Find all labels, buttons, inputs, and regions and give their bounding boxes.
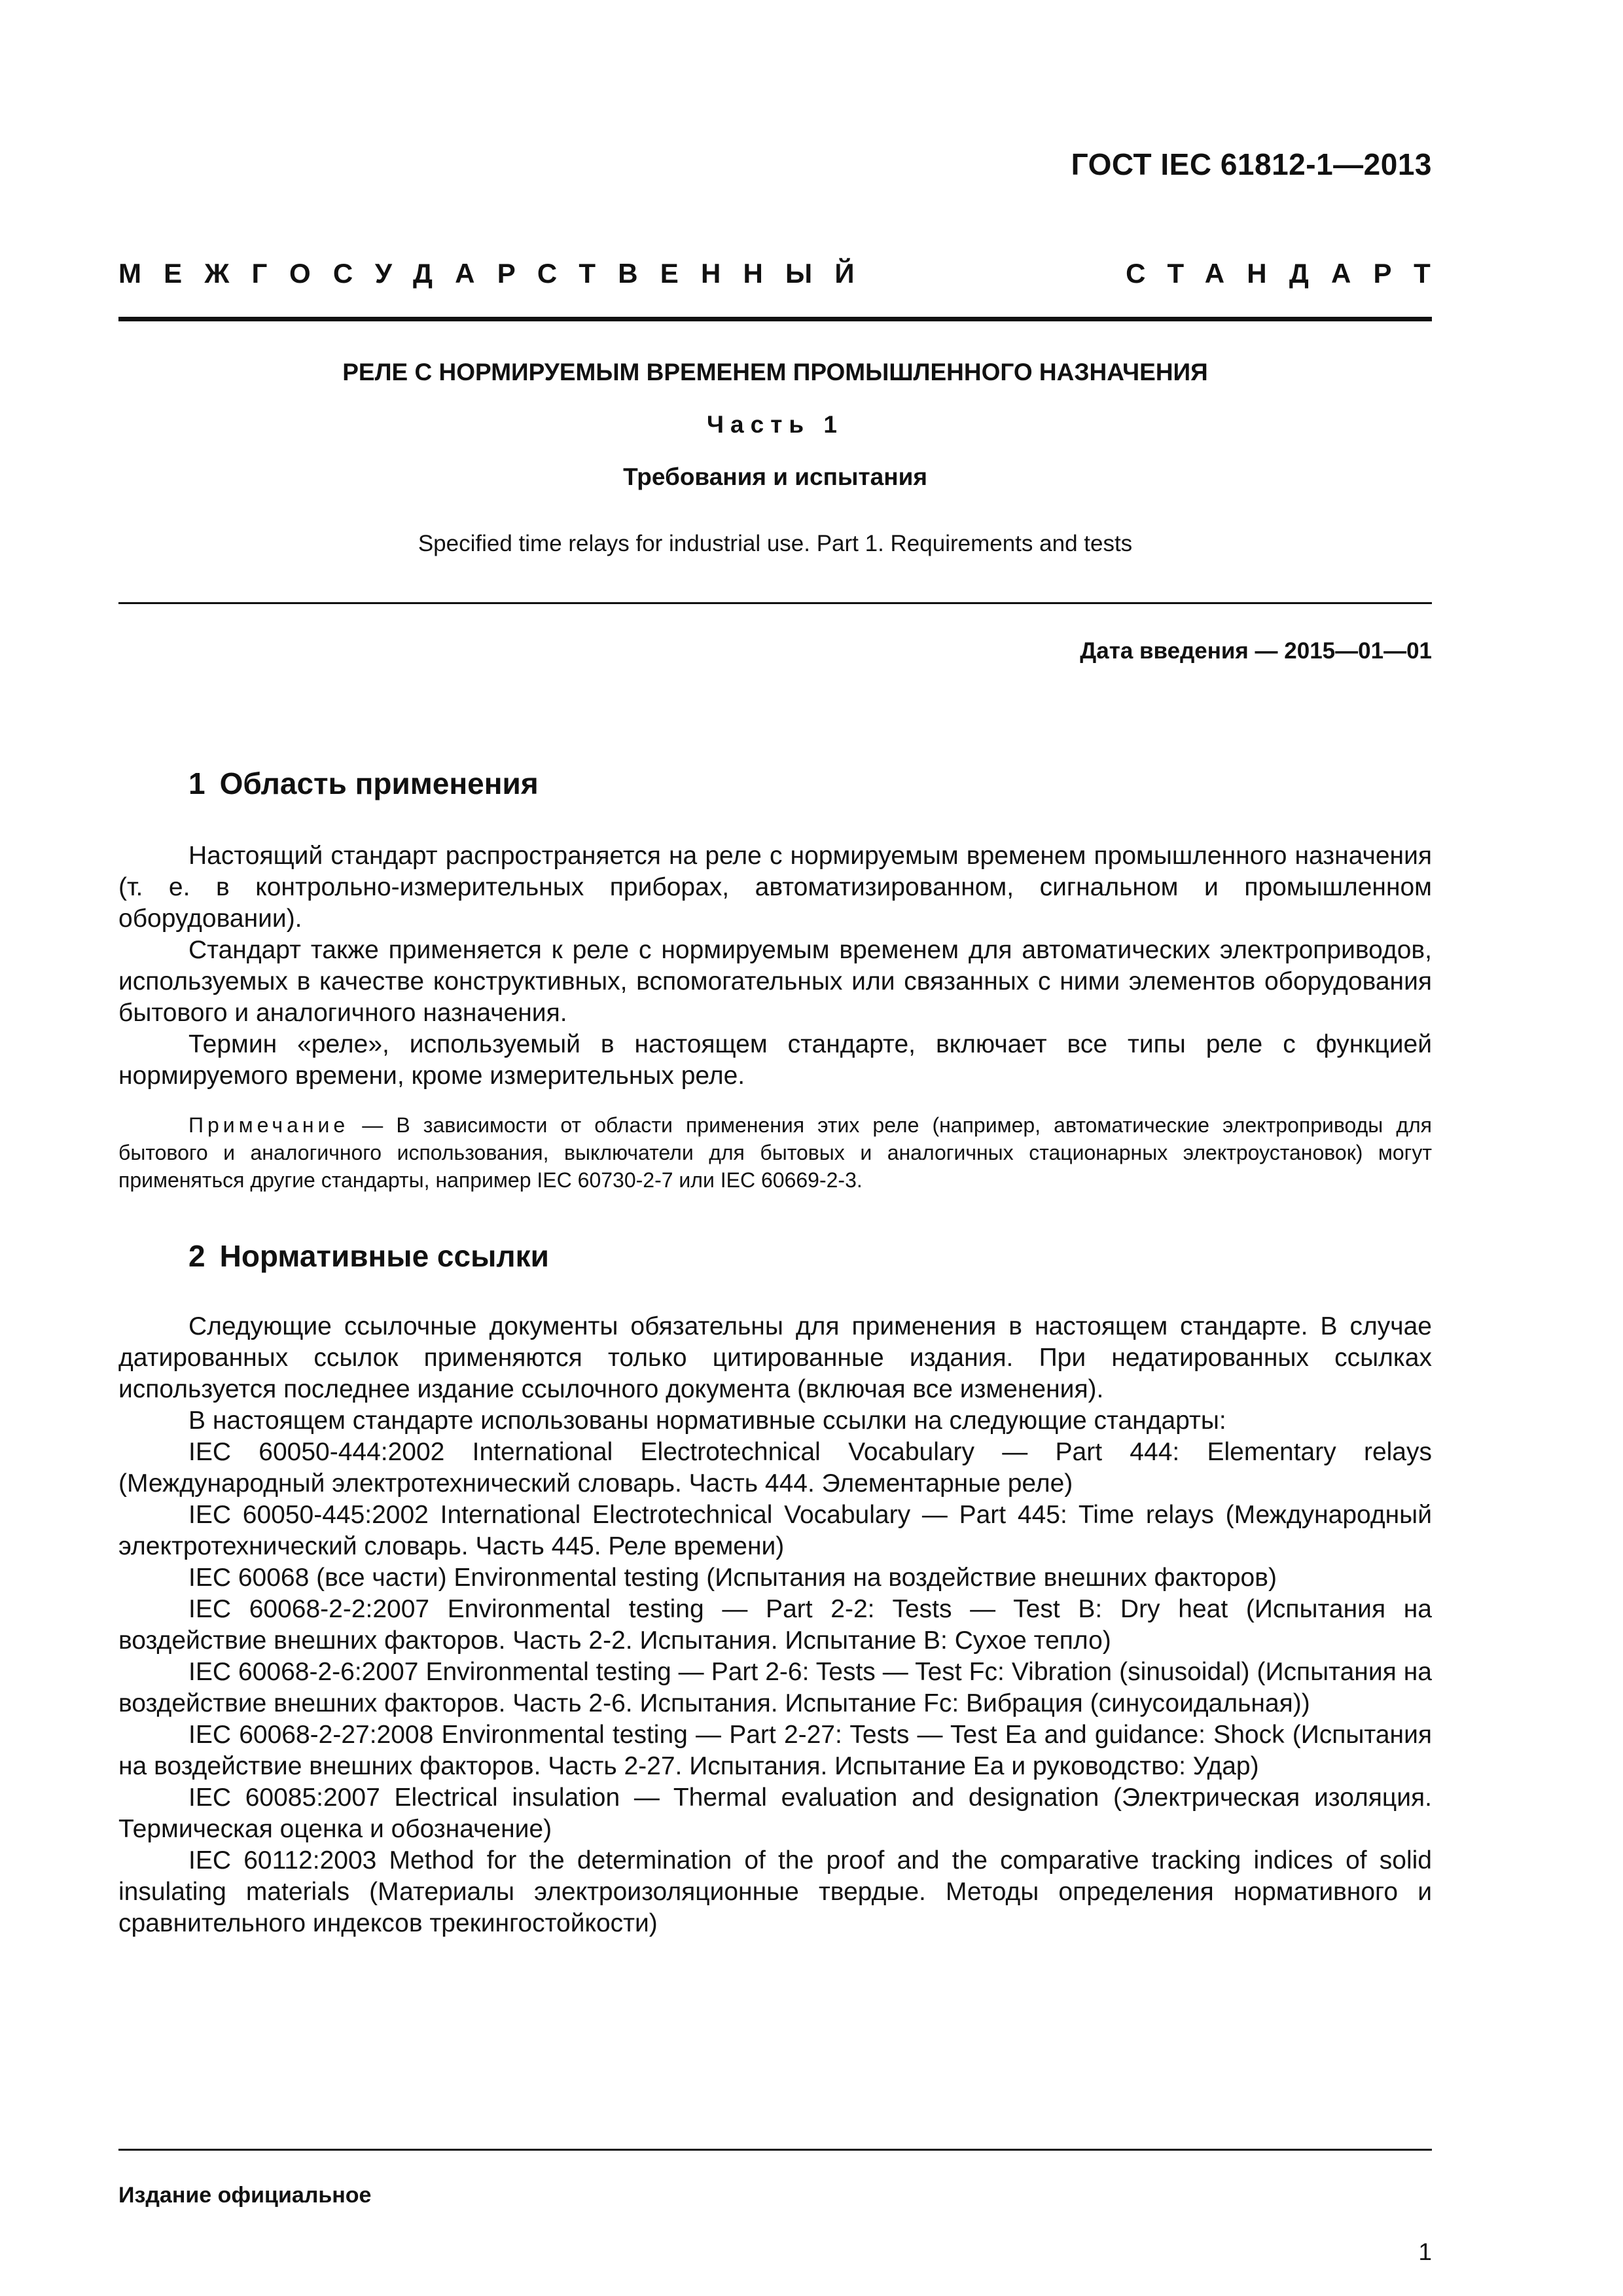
note-label: Примечание <box>188 1113 349 1137</box>
title-rule <box>118 602 1432 604</box>
section-title: Область применения <box>219 766 539 800</box>
section-2-body <box>118 1311 1432 1939</box>
paragraph: Следующие ссылочные документы обязательны для применения в настоящем стандарте. В случае датированных ссылок применяются только цитированные издания. При недатированных ссылках используется последнее издание ссылочного документа (включая все изменения). <box>118 1312 1432 1403</box>
standard-banner <box>118 258 1453 295</box>
banner-word-interstate: МЕЖГОСУДАРСТВЕННЫЙ <box>118 258 877 289</box>
reference-item: IEC 60068-2-6:2007 Environmental testing — Part 2-6: Tests — Test Fc: Vibration (sinusoidal) (Испытания на воздействие внешних факторов. Часть 2-6. Испытания. Испытание Fc: Вибрация (синусоидальная)) <box>118 1658 1432 1717</box>
document-subtitle: Требования и испытания <box>623 463 927 490</box>
footer-rule <box>118 2149 1432 2151</box>
part-label: Часть 1 <box>707 411 844 438</box>
paragraph: В настоящем стандарте использованы нормативные ссылки на следующие стандарты: <box>188 1407 1226 1435</box>
reference-item: IEC 60068-2-27:2008 Environmental testing — Part 2-27: Tests — Test Ea and guidance: Shock (Испытания на воздействие внешних факторов. Часть 2-27. Испытания. Испытание Ea и руководство: Удар) <box>118 1721 1432 1780</box>
reference-item: IEC 60068 (все части) Environmental testing (Испытания на воздействие внешних факторов) <box>188 1564 1277 1592</box>
reference-item: IEC 60112:2003 Method for the determination of the proof and the comparative tracking indices of solid insulating materials (Материалы электроизоляционные твердые. Методы определения нормативного и сравнительного индексов трекингостойкости) <box>118 1846 1432 1937</box>
reference-item: IEC 60085:2007 Electrical insulation — Thermal evaluation and designation (Электрическая изоляция. Термическая оценка и обозначение) <box>118 1784 1432 1843</box>
section-title: Нормативные ссылки <box>219 1239 549 1273</box>
document-code: ГОСТ IEC 61812-1—2013 <box>1071 147 1432 181</box>
note-text: — В зависимости от области применения этих реле (например, автоматические электроприводы для бытового и аналогичного использования, выключатели для бытовых и аналогичных стационарных электроустановок) могут применяться другие стандарты, например IEC 60730-2-7 или IEC 60669-2-3. <box>118 1113 1433 1192</box>
reference-item: IEC 60050-445:2002 International Electrotechnical Vocabulary — Part 445: Time relays (Международный электротехнический словарь. Часть 445. Реле времени) <box>118 1501 1432 1560</box>
section-1-body <box>118 840 1432 1092</box>
paragraph: Стандарт также применяется к реле с нормируемым временем для автоматических электроприводов, используемых в качестве конструктивных, вспомогательных или связанных с ними элементов оборудования бытового и аналогичного назначения. <box>118 936 1432 1027</box>
reference-item: IEC 60068-2-2:2007 Environmental testing — Part 2-2: Tests — Test B: Dry heat (Испытания на воздействие внешних факторов. Часть 2-2. Испытания. Испытание B: Сухое тепло) <box>118 1595 1432 1655</box>
document-title: РЕЛЕ С НОРМИРУЕМЫМ ВРЕМЕНЕМ ПРОМЫШЛЕННОГО НАЗНАЧЕНИЯ <box>342 359 1208 386</box>
page-number: 1 <box>1418 2238 1432 2265</box>
header-rule <box>118 317 1432 321</box>
english-title: Specified time relays for industrial use. Part 1. Requirements and tests <box>418 531 1133 556</box>
section-2-heading <box>188 1238 549 1274</box>
section-number: 1 <box>188 766 205 800</box>
section-1-heading <box>188 766 539 801</box>
paragraph: Настоящий стандарт распространяется на реле с нормируемым временем промышленного назначения (т. е. в контрольно-измерительных приборах, автоматизированном, сигнальном и промышленном оборудовании). <box>118 842 1432 933</box>
section-1-note <box>118 1111 1432 1194</box>
edition-label: Издание официальное <box>118 2183 372 2208</box>
section-number: 2 <box>188 1239 205 1273</box>
reference-item: IEC 60050-444:2002 International Electrotechnical Vocabulary — Part 444: Elementary relays (Международный электротехнический словарь. Часть 444. Элементарные реле) <box>118 1438 1432 1498</box>
banner-word-standard: СТАНДАРТ <box>1126 258 1453 289</box>
introduction-date: Дата введения — 2015—01—01 <box>1080 638 1432 664</box>
paragraph: Термин «реле», используемый в настоящем стандарте, включает все типы реле с функцией нормируемого времени, кроме измерительных реле. <box>118 1030 1432 1090</box>
